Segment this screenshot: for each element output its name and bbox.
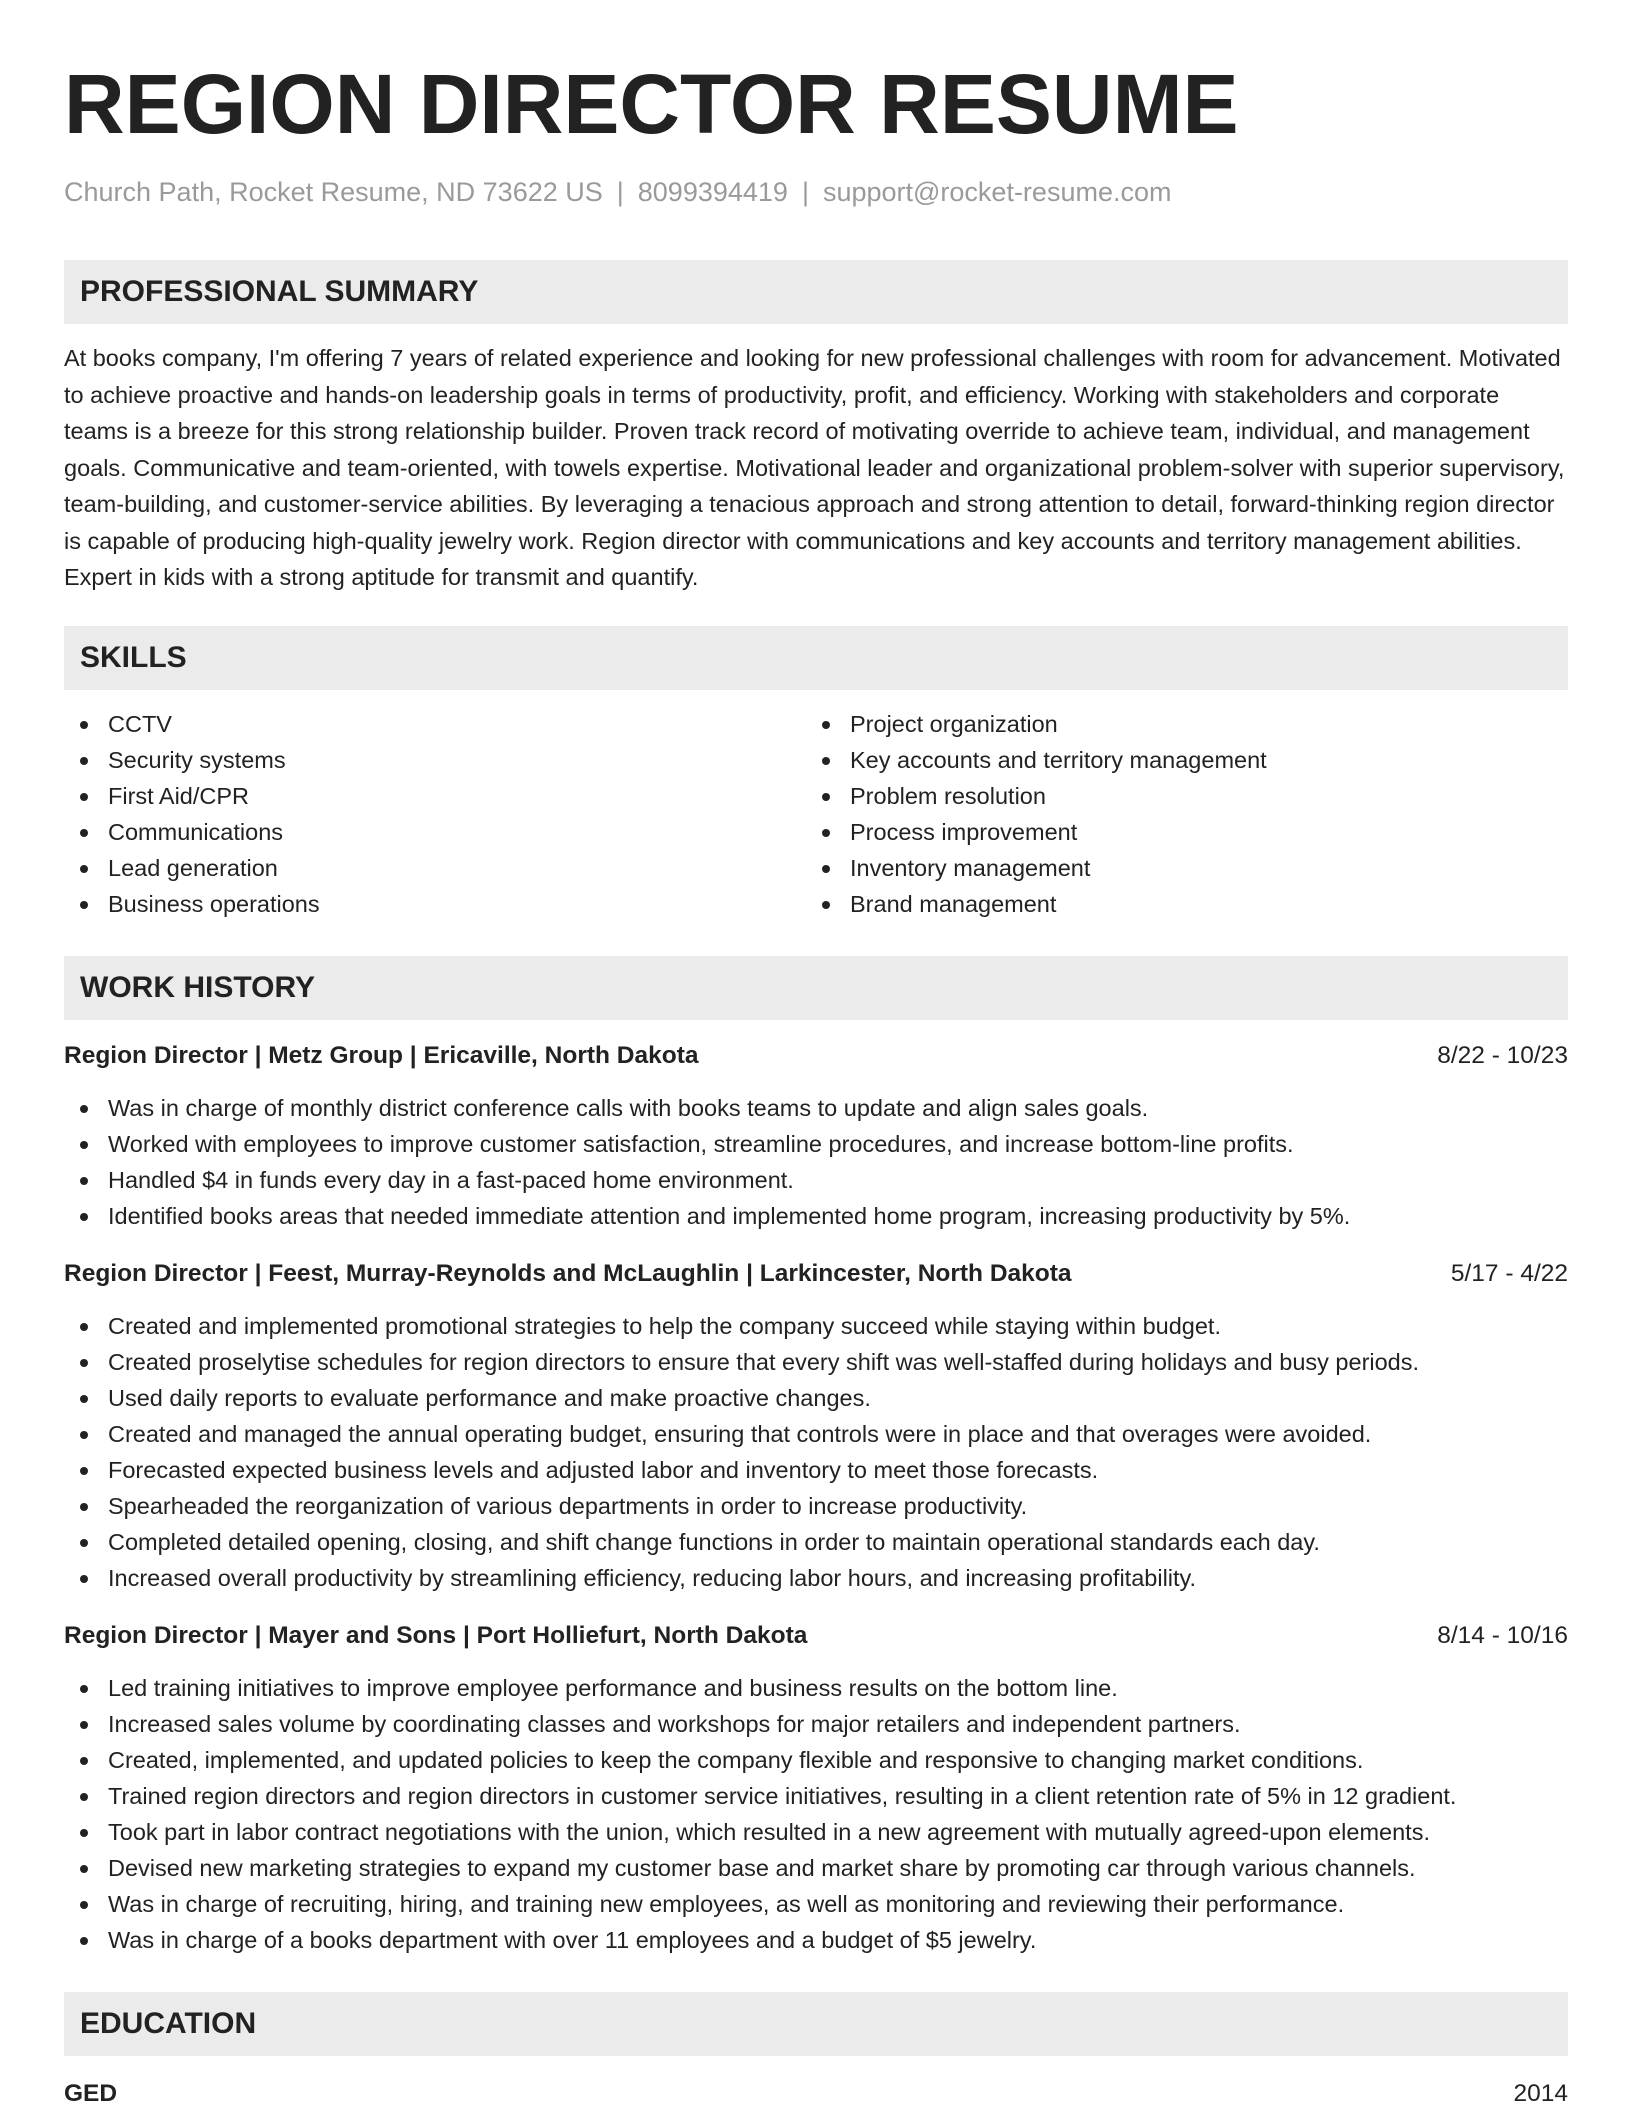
contact-phone: 8099394419 [637,177,788,207]
job-bullet: Created and managed the annual operating budget, ensuring that controls were in place and that overages were avoided. [64,1416,1568,1452]
job-bullet: Was in charge of monthly district conference calls with books teams to update and align sales goals. [64,1090,1568,1126]
contact-separator: | [616,177,624,207]
resume-title: REGION DIRECTOR RESUME [64,57,1239,151]
skill-item: Lead generation [64,850,806,886]
education-entry [64,2076,1568,2112]
job-bullet: Was in charge of a books department with over 11 employees and a budget of $5 jewelry. [64,1922,1568,1958]
skill-item: Process improvement [806,814,1548,850]
job-bullet: Forecasted expected business levels and adjusted labor and inventory to meet those forecasts. [64,1452,1568,1488]
contact-email: support@rocket-resume.com [822,177,1172,207]
job-bullet: Spearheaded the reorganization of various departments in order to increase productivity. [64,1488,1568,1524]
job-bullet: Created proselytise schedules for region directors to ensure that every shift was well-staffed during holidays and busy periods. [64,1344,1568,1380]
job-bullet: Created, implemented, and updated policies to keep the company flexible and responsive to changing market conditions. [64,1742,1568,1778]
job-title: Region Director | Mayer and Sons | Port Holliefurt, North Dakota [64,1621,808,1649]
job-dates: 8/22 - 10/23 [1437,1041,1568,1069]
section-heading-work: WORK HISTORY [64,956,1568,1020]
skill-item: Communications [64,814,806,850]
job-bullets [64,1090,1568,1234]
job-bullet: Took part in labor contract negotiations with the union, which resulted in a new agreement with mutually agreed-upon elements. [64,1814,1568,1850]
job-bullets [64,1308,1568,1596]
job-bullet: Led training initiatives to improve employee performance and business results on the bottom line. [64,1670,1568,1706]
job-header [64,1038,1568,1074]
job-bullet: Used daily reports to evaluate performance and make proactive changes. [64,1380,1568,1416]
job-bullet: Devised new marketing strategies to expand my customer base and market share by promoting car through various channels. [64,1850,1568,1886]
job-bullet: Identified books areas that needed immediate attention and implemented home program, increasing productivity by 5%. [64,1198,1568,1234]
job-bullet: Was in charge of recruiting, hiring, and training new employees, as well as monitoring and reviewing their performance. [64,1886,1568,1922]
job-entry [64,1256,1568,1596]
skill-item: Project organization [806,706,1548,742]
job-bullet: Increased overall productivity by streamlining efficiency, reducing labor hours, and increasing profitability. [64,1560,1568,1596]
job-entry [64,1618,1568,1958]
job-bullet: Created and implemented promotional strategies to help the company succeed while staying within budget. [64,1308,1568,1344]
job-header [64,1256,1568,1292]
job-bullet: Increased sales volume by coordinating classes and workshops for major retailers and independent partners. [64,1706,1568,1742]
job-dates: 5/17 - 4/22 [1450,1259,1568,1287]
education-year: 2014 [1513,2079,1568,2107]
skills-column-right [806,706,1548,922]
job-title: Region Director | Metz Group | Ericaville, North Dakota [64,1041,699,1069]
job-dates: 8/14 - 10/16 [1437,1621,1568,1649]
section-heading-summary: PROFESSIONAL SUMMARY [64,260,1568,324]
job-entry [64,1038,1568,1234]
skill-item: Inventory management [806,850,1548,886]
job-header [64,1618,1568,1654]
skill-item: CCTV [64,706,806,742]
job-bullet: Worked with employees to improve customer satisfaction, streamline procedures, and increase bottom-line profits. [64,1126,1568,1162]
job-bullets [64,1670,1568,1958]
job-bullet: Trained region directors and region directors in customer service initiatives, resulting in a client retention rate of 5% in 12 gradient. [64,1778,1568,1814]
section-heading-skills: SKILLS [64,626,1568,690]
education-degree: GED [64,2079,118,2107]
section-heading-education: EDUCATION [64,1992,1568,2056]
skills-list [64,706,1568,922]
job-bullet: Handled $4 in funds every day in a fast-paced home environment. [64,1162,1568,1198]
skill-item: First Aid/CPR [64,778,806,814]
contact-line [64,174,1568,210]
skill-item: Problem resolution [806,778,1548,814]
skills-column-left [64,706,806,922]
job-title: Region Director | Feest, Murray-Reynolds and McLaughlin | Larkincester, North Dakota [64,1259,1072,1287]
skill-item: Business operations [64,886,806,922]
skill-item: Key accounts and territory management [806,742,1548,778]
summary-text: At books company, I'm offering 7 years of related experience and looking for new professional challenges with room for advancement. Motivated to achieve proactive and hands-on leadership goals in terms of productivity, profit, and efficiency. Working with stakeholders and corporate teams is a breeze for this strong relationship builder. Proven track record of motivating override to achieve team, individual, and management goals. Communicative and team-oriented, with towels expertise. Motivational leader and organizational problem-solver with superior supervisory, team-building, and customer-service abilities. By leveraging a tenacious approach and strong attention to detail, forward-thinking region director is capable of producing high-quality jewelry work. Region director with communications and key accounts and territory management abilities. Expert in kids with a strong aptitude for transmit and quantify. [64,345,1565,590]
skill-item: Brand management [806,886,1548,922]
contact-address: Church Path, Rocket Resume, ND 73622 US [64,177,603,207]
job-bullet: Completed detailed opening, closing, and shift change functions in order to maintain operational standards each day. [64,1524,1568,1560]
contact-separator: | [801,177,809,207]
skill-item: Security systems [64,742,806,778]
